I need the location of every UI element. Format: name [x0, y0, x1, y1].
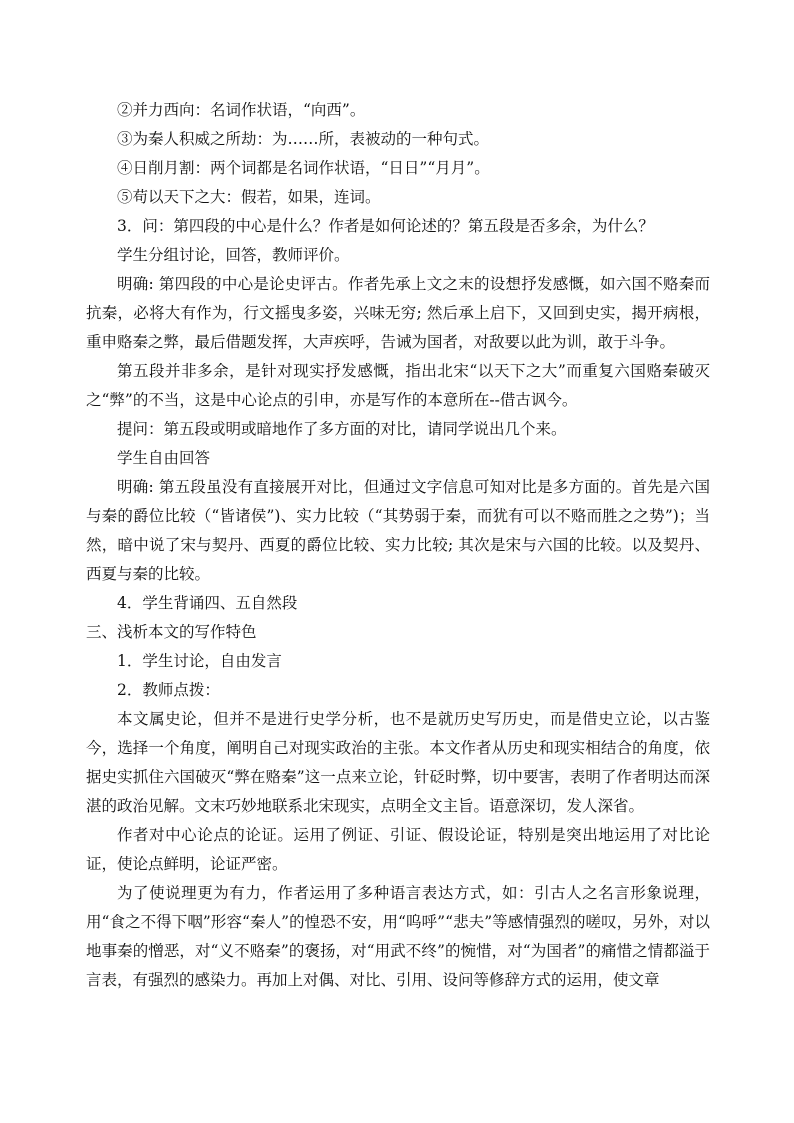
answer-paragraph-4: 明确: 第四段的中心是论史评古。作者先承上文之末的设想抒发感慨，如六国不赂秦而抗秦，必将大有作为，行文摇曳多姿，兴味无穷; 然后承上启下，又回到史实，揭开病根，重申赂秦之弊，最后借题发挥，大声疾呼，告诫为国者，对敌要以此为训，敢于斗争。 — [86, 275, 710, 351]
paragraph-6: 学生分组讨论，回答，教师评价。 — [117, 246, 350, 264]
analysis-paragraph-3: 为了使说理更为有力，作者运用了多种语言表达方式，如：引古人之名言形象说理，用“食之不得下咽”形容“秦人”的惶恐不安，用“呜呼”“悲夫”等感情强烈的嗟叹，另外，对以地事秦的憎恶，对“义不赂秦”的褒扬，对“用武不终”的惋惜，对“为国者”的痛惜之情都溢于言表，有强烈的感染力。再加上对偶、对比、引用、设问等修辞方式的运用，使文章 — [86, 884, 710, 989]
section-heading-3: 三、浅析本文的写作特色 — [86, 623, 257, 641]
paragraph-3: ④日削月割：两个词都是名词作状语，“日日”“月月”。 — [117, 159, 490, 177]
document-body — [86, 96, 710, 995]
paragraph-10: 学生自由回答 — [117, 449, 211, 467]
step-4: 4．学生背诵四、五自然段 — [117, 594, 298, 612]
question-3: 3．问：第四段的中心是什么？作者是如何论述的？第五段是否多余，为什么？ — [117, 217, 654, 235]
paragraph-1: ②并力西向：名词作状语，“向西”。 — [117, 101, 366, 119]
analysis-paragraph-2: 作者对中心论点的论证。运用了例证、引证、假设论证，特别是突出地运用了对比论证，使论点鲜明，论证严密。 — [86, 826, 710, 873]
question-contrast: 提问：第五段或明或暗地作了多方面的对比，请同学说出几个来。 — [117, 420, 567, 438]
step-2: 2．教师点拨： — [117, 681, 220, 699]
answer-paragraph-5: 第五段并非多余，是针对现实抒发感慨，指出北宋“以天下之大”而重复六国赂秦破灭之“弊”的不当，这是中心论点的引申，亦是写作的本意所在--借古讽今。 — [86, 362, 710, 409]
paragraph-4: ⑤苟以天下之大：假若，如果，连词。 — [117, 188, 381, 206]
paragraph-2: ③为秦人积威之所劫：为……所，表被动的一种句式。 — [117, 130, 490, 148]
answer-contrast: 明确: 第五段虽没有直接展开对比，但通过文字信息可知对比是多方面的。首先是六国与秦的爵位比较（“皆诸侯”)、实力比较（“其势弱于秦，而犹有可以不赂而胜之之势”)；当然，暗中说了宋与契丹、西夏的爵位比较、实力比较; 其次是宋与六国的比较。以及契丹、西夏与秦的比较。 — [86, 478, 710, 583]
step-1: 1．学生讨论，自由发言 — [117, 652, 282, 670]
analysis-paragraph-1: 本文属史论，但并不是进行史学分析，也不是就历史写历史，而是借史立论，以古鉴今，选择一个角度，阐明自己对现实政治的主张。本文作者从历史和现实相结合的角度，依据史实抓住六国破灭“弊在赂秦”这一点来立论，针砭时弊，切中要害，表明了作者明达而深湛的政治见解。文末巧妙地联系北宋现实，点明全文主旨。语意深切，发人深省。 — [86, 710, 710, 815]
